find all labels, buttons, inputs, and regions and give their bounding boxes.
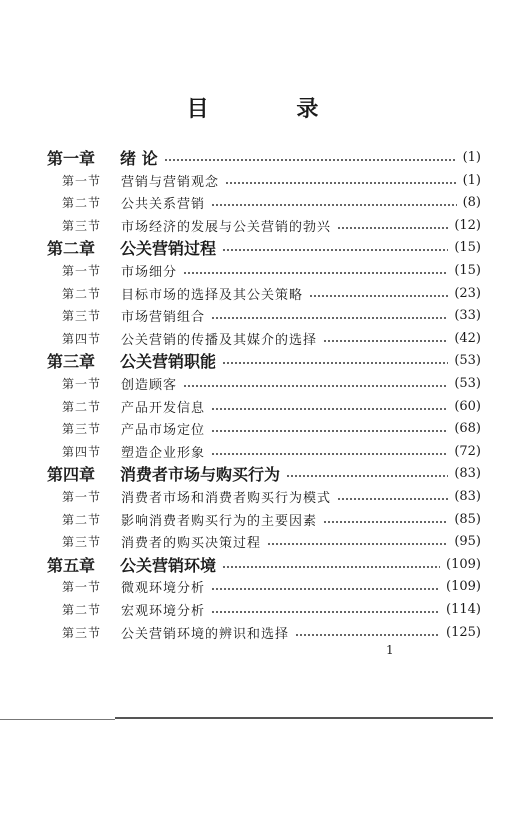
page-ref: (114) bbox=[446, 602, 481, 617]
toc-chapter-row bbox=[0, 462, 505, 485]
leader-dots bbox=[183, 272, 448, 274]
section-title: 公关营销环境的辨识和选择 bbox=[121, 626, 290, 642]
section-number: 第三节 bbox=[62, 218, 102, 233]
toc-chapter-row bbox=[0, 553, 505, 576]
toc-section-row bbox=[0, 575, 505, 598]
section-title: 产品开发信息 bbox=[121, 400, 206, 416]
section-number: 第一节 bbox=[62, 264, 102, 278]
chapter-number: 第四章 bbox=[47, 465, 96, 485]
page-ref: (53) bbox=[454, 376, 481, 391]
page-ref: (23) bbox=[454, 285, 481, 301]
section-number: 第一节 bbox=[62, 173, 102, 188]
page-ref: (109) bbox=[446, 556, 481, 572]
page-ref: (12) bbox=[454, 217, 481, 233]
section-title: 市场营销组合 bbox=[121, 310, 206, 326]
leader-dots bbox=[222, 362, 448, 364]
section-number: 第三节 bbox=[62, 309, 102, 324]
section-number: 第一节 bbox=[62, 377, 102, 391]
leader-dots bbox=[309, 295, 448, 297]
page-ref: (72) bbox=[454, 443, 481, 459]
chapter-number: 第一章 bbox=[47, 149, 96, 168]
section-number: 第三节 bbox=[62, 422, 102, 437]
leader-dots bbox=[337, 498, 448, 500]
section-number: 第一节 bbox=[62, 580, 102, 595]
page-ref: (83) bbox=[454, 489, 481, 504]
section-number: 第二节 bbox=[62, 399, 102, 414]
toc-section-row bbox=[0, 395, 505, 418]
section-title: 塑造企业形象 bbox=[121, 445, 206, 461]
leader-dots bbox=[323, 340, 448, 342]
bottom-rule bbox=[115, 717, 493, 719]
toc-section-row bbox=[0, 598, 505, 621]
page-ref: (15) bbox=[454, 240, 481, 256]
section-title: 宏观环境分析 bbox=[121, 604, 206, 619]
leader-dots bbox=[211, 611, 440, 613]
leader-dots bbox=[225, 182, 457, 184]
leader-dots bbox=[211, 588, 440, 590]
leader-dots bbox=[183, 385, 448, 387]
page-ref: (95) bbox=[454, 534, 481, 550]
section-number: 第四节 bbox=[62, 444, 102, 459]
leader-dots bbox=[211, 408, 448, 410]
leader-dots bbox=[222, 566, 440, 568]
section-title: 公关营销的传播及其媒介的选择 bbox=[121, 332, 318, 348]
section-number: 第二节 bbox=[62, 603, 102, 617]
page-ref: (53) bbox=[454, 353, 481, 369]
section-number: 第二节 bbox=[62, 512, 102, 527]
toc-section-row bbox=[0, 304, 505, 327]
leader-dots bbox=[222, 249, 448, 251]
chapter-title: 公关营销环境 bbox=[120, 555, 217, 575]
section-number: 第二节 bbox=[62, 286, 102, 301]
section-title: 微观环境分析 bbox=[121, 581, 206, 597]
chapter-title: 公关营销过程 bbox=[120, 239, 217, 259]
toc-section-row bbox=[0, 530, 505, 553]
section-title: 创造顾客 bbox=[121, 378, 178, 393]
section-title: 市场细分 bbox=[121, 265, 178, 280]
toc-section-row bbox=[0, 508, 505, 531]
toc-section-row bbox=[0, 440, 505, 463]
chapter-title: 消费者市场与购买行为 bbox=[120, 465, 281, 485]
toc-section-row bbox=[0, 214, 505, 237]
section-title: 目标市场的选择及其公关策略 bbox=[121, 287, 304, 303]
leader-dots bbox=[164, 159, 457, 161]
page-number: 1 bbox=[386, 643, 394, 657]
section-number: 第三节 bbox=[62, 625, 102, 640]
chapter-number: 第三章 bbox=[47, 352, 96, 372]
page-ref: (15) bbox=[454, 263, 481, 278]
section-number: 第一节 bbox=[62, 490, 102, 504]
toc-section-row bbox=[0, 485, 505, 508]
page-ref: (1) bbox=[462, 150, 481, 165]
page-ref: (60) bbox=[454, 398, 481, 414]
toc-section-row bbox=[0, 417, 505, 440]
toc-chapter-row bbox=[0, 349, 505, 372]
page-ref: (8) bbox=[462, 195, 481, 211]
chapter-number: 第五章 bbox=[47, 555, 96, 575]
chapter-number: 第二章 bbox=[47, 239, 96, 259]
leader-dots bbox=[211, 204, 457, 206]
leader-dots bbox=[211, 453, 448, 455]
leader-dots bbox=[323, 521, 448, 523]
page-ref: (109) bbox=[446, 579, 481, 595]
toc-section-row bbox=[0, 169, 505, 192]
toc-section-row bbox=[0, 621, 505, 644]
chapter-title: 绪 论 bbox=[120, 149, 158, 168]
chapter-title: 公关营销职能 bbox=[120, 352, 217, 372]
page-ref: (33) bbox=[454, 308, 481, 324]
section-title: 公共关系营销 bbox=[121, 197, 206, 213]
leader-dots bbox=[295, 634, 440, 636]
page-ref: (83) bbox=[454, 466, 481, 482]
section-number: 第四节 bbox=[62, 331, 102, 346]
leader-dots bbox=[267, 543, 448, 545]
section-title: 营销与营销观念 bbox=[121, 174, 220, 190]
toc-section-row bbox=[0, 372, 505, 395]
page-ref: (125) bbox=[446, 624, 481, 640]
section-title: 消费者的购买决策过程 bbox=[121, 536, 262, 552]
section-title: 影响消费者购买行为的主要因素 bbox=[121, 513, 318, 529]
page-ref: (1) bbox=[462, 172, 481, 188]
page-title: 目 录 bbox=[186, 97, 359, 122]
section-title: 市场经济的发展与公关营销的勃兴 bbox=[121, 219, 332, 235]
section-title: 产品市场定位 bbox=[121, 423, 206, 439]
bottom-rule-left bbox=[0, 719, 115, 720]
toc-chapter-row bbox=[0, 146, 505, 169]
toc-chapter-row bbox=[0, 236, 505, 259]
toc-section-row bbox=[0, 259, 505, 282]
page-ref: (68) bbox=[454, 421, 481, 437]
section-number: 第二节 bbox=[62, 196, 102, 211]
section-title: 消费者市场和消费者购买行为模式 bbox=[121, 491, 332, 506]
leader-dots bbox=[211, 430, 448, 432]
toc-section-row bbox=[0, 327, 505, 350]
leader-dots bbox=[286, 475, 448, 477]
toc-section-row bbox=[0, 191, 505, 214]
section-number: 第三节 bbox=[62, 535, 102, 550]
leader-dots bbox=[211, 317, 448, 319]
page-ref: (42) bbox=[454, 330, 481, 346]
toc-section-row bbox=[0, 282, 505, 305]
leader-dots bbox=[337, 227, 448, 229]
page-ref: (85) bbox=[454, 511, 481, 527]
